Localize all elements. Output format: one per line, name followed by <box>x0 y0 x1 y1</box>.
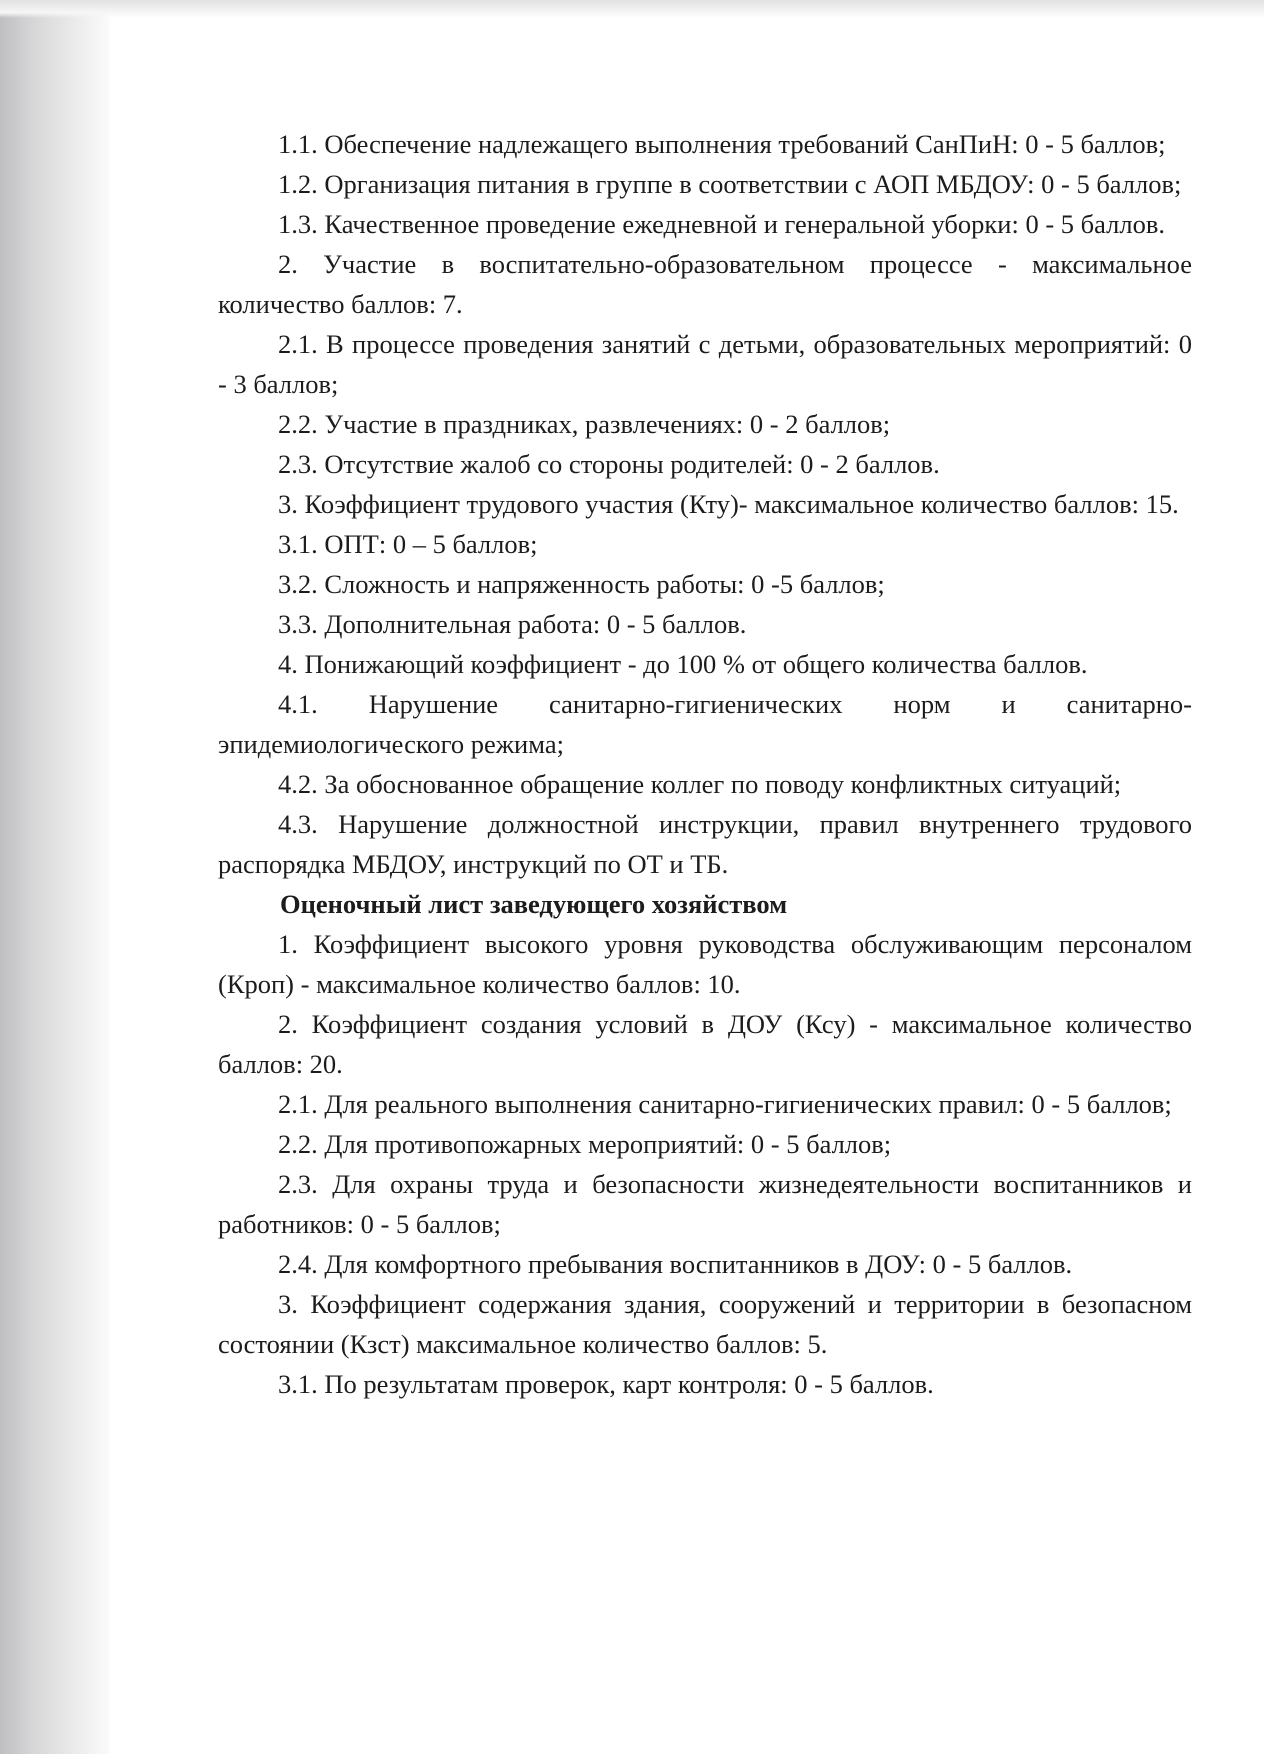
paragraph-2-2: 2.2. Участие в праздниках, развлечениях: 0 - 2 баллов; <box>278 409 891 439</box>
document-page <box>218 124 1192 1404</box>
paragraph-3: 3. Коэффициент трудового участия (Кту)- максимальное количество баллов: 15. <box>278 489 1179 519</box>
paragraph-b-1: 1. Коэффициент высокого уровня руководства обслуживающим персоналом (Кроп) - максимальное количество баллов: 10. <box>218 929 1192 999</box>
paragraph-4-3: 4.3. Нарушение должностной инструкции, правил внутреннего трудового распорядка МБДОУ, инструкций по ОТ и ТБ. <box>218 809 1192 879</box>
paragraph-b-2-3: 2.3. Для охраны труда и безопасности жизнедеятельности воспитанников и работников: 0 - 5 баллов; <box>218 1169 1192 1239</box>
paragraph-2-1: 2.1. В процессе проведения занятий с детьми, образовательных мероприятий: 0 - 3 баллов; <box>218 329 1192 399</box>
paragraph-1-2: 1.2. Организация питания в группе в соответствии с АОП МБДОУ: 0 - 5 баллов; <box>278 169 1182 199</box>
paragraph-b-2: 2. Коэффициент создания условий в ДОУ (Ксу) - максимальное количество баллов: 20. <box>218 1009 1192 1079</box>
paragraph-b-3: 3. Коэффициент содержания здания, сооружений и территории в безопасном состоянии (Кзст) максимальное количество баллов: 5. <box>218 1289 1192 1359</box>
paragraph-3-1: 3.1. ОПТ: 0 – 5 баллов; <box>278 529 538 559</box>
paragraph-3-3: 3.3. Дополнительная работа: 0 - 5 баллов. <box>278 609 747 639</box>
paragraph-3-2: 3.2. Сложность и напряженность работы: 0 -5 баллов; <box>278 569 885 599</box>
scan-top-edge <box>0 0 1264 18</box>
paragraph-b-2-4: 2.4. Для комфортного пребывания воспитанников в ДОУ: 0 - 5 баллов. <box>278 1249 1073 1279</box>
paragraph-4-2: 4.2. За обоснованное обращение коллег по поводу конфликтных ситуаций; <box>278 769 1122 799</box>
paragraph-b-2-2: 2.2. Для противопожарных мероприятий: 0 - 5 баллов; <box>278 1129 892 1159</box>
paragraph-2-3: 2.3. Отсутствие жалоб со стороны родителей: 0 - 2 баллов. <box>278 449 940 479</box>
section-heading: Оценочный лист заведующего хозяйством <box>280 889 788 919</box>
paragraph-b-3-1: 3.1. По результатам проверок, карт контроля: 0 - 5 баллов. <box>278 1369 934 1399</box>
paragraph-b-2-1: 2.1. Для реального выполнения санитарно-гигиенических правил: 0 - 5 баллов; <box>278 1089 1172 1119</box>
paragraph-1-1: 1.1. Обеспечение надлежащего выполнения требований СанПиН: 0 - 5 баллов; <box>278 129 1166 159</box>
paragraph-4: 4. Понижающий коэффициент - до 100 % от общего количества баллов. <box>278 649 1088 679</box>
paragraph-1-3: 1.3. Качественное проведение ежедневной и генеральной уборки: 0 - 5 баллов. <box>278 209 1165 239</box>
paragraph-2: 2. Участие в воспитательно-образовательном процессе - максимальное количество баллов: 7. <box>218 249 1192 319</box>
scan-shadow <box>0 0 110 1754</box>
paragraph-4-1: 4.1. Нарушение санитарно-гигиенических норм и санитарно-эпидемиологического режима; <box>218 689 1192 759</box>
